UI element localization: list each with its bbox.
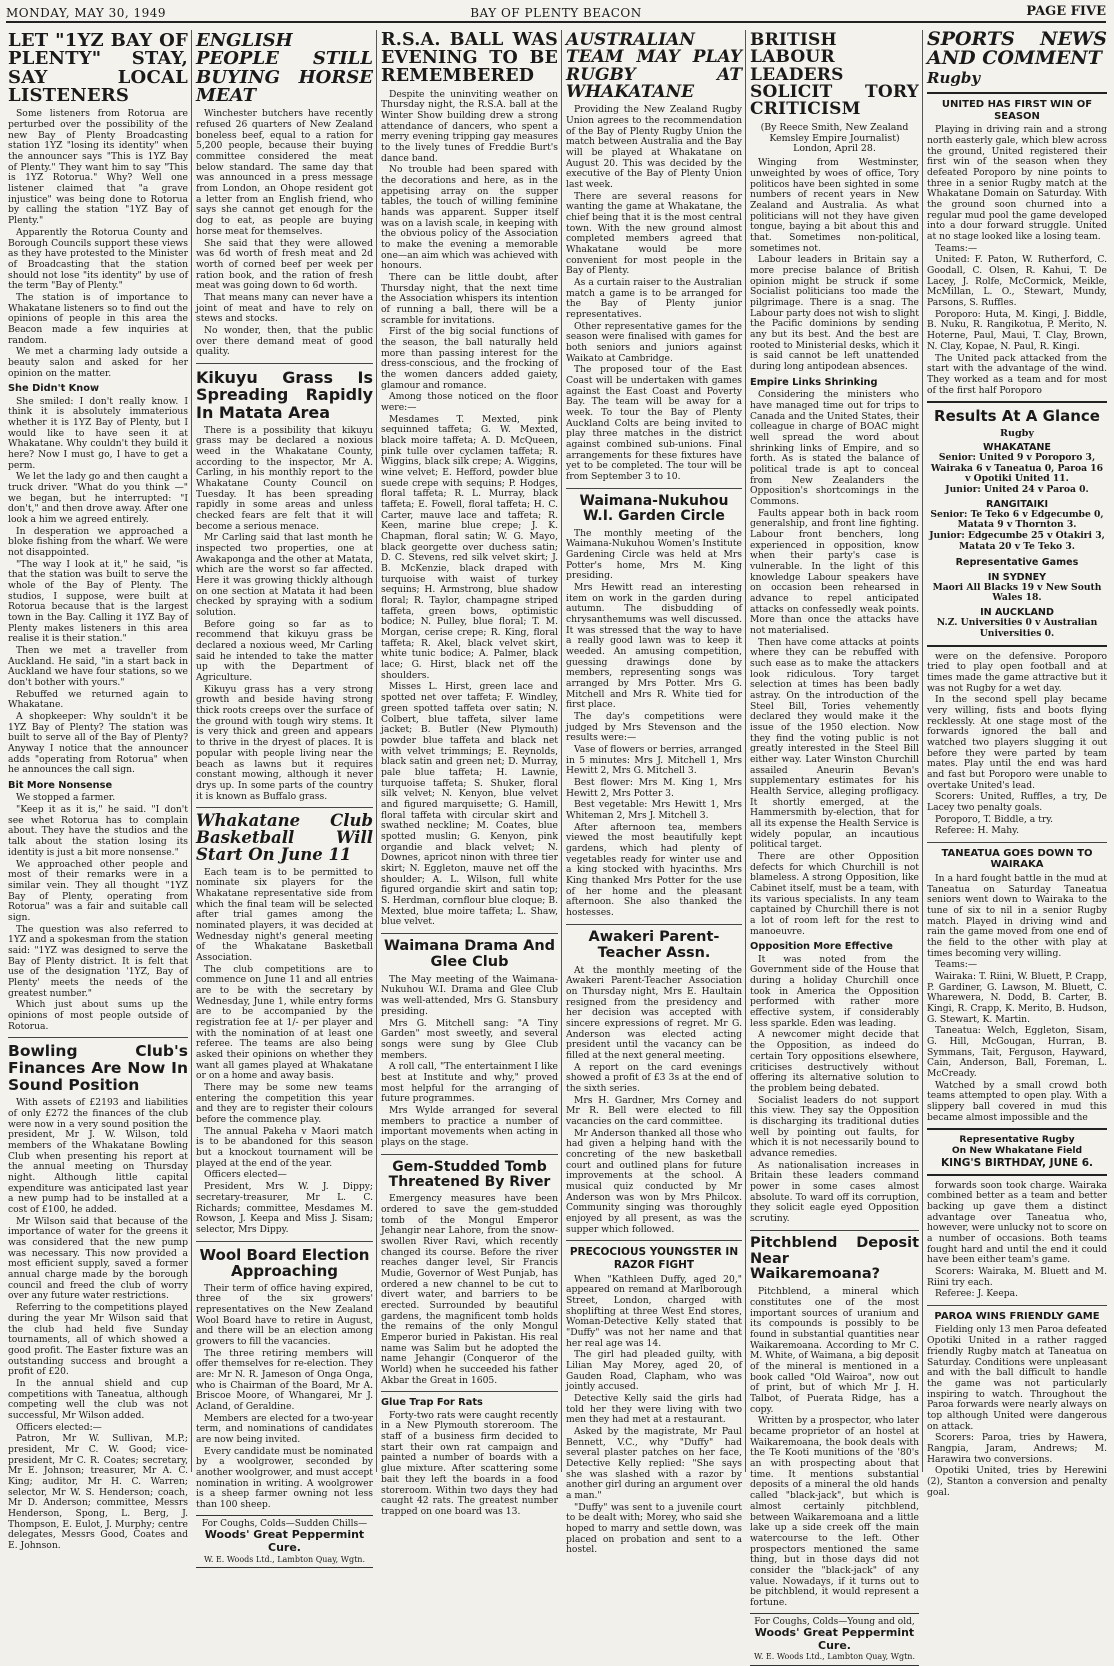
byline-line: London, April 28.	[793, 143, 876, 155]
paragraph: Scorers: Wairaka, M. Bluett and M. Riini try each.	[927, 1265, 1107, 1288]
paragraph: Members are elected for a two-year term, and nominations of candidates are now being invited.	[196, 1412, 373, 1445]
advertisement	[750, 1613, 919, 1666]
results-section: WHAKATANE	[983, 441, 1051, 453]
byline	[750, 123, 919, 156]
article-garden-circle-body	[566, 529, 742, 919]
ad-line: For Coughs, Colds—Sudden Chills—	[201, 1518, 368, 1529]
headline-taneatua: TANEATUA GOES DOWN TO WAIRAKA	[941, 847, 1093, 871]
paragraph: The station is of importance to Whakatane listeners so to find out the opinions of people in this area the Beacon made a few inquiries at random.	[8, 291, 188, 346]
results-section: IN SYDNEY	[987, 571, 1047, 583]
paragraph: In desperation we approached a bloke fishing from the wharf. We were not disappointed.	[8, 525, 188, 558]
page-number: PAGE FIVE	[1026, 4, 1106, 19]
paragraph: Scorers: United, Ruffles, a try, De Lacey two penalty goals.	[927, 791, 1107, 813]
results-section: RANGITAIKI	[985, 498, 1049, 510]
divider	[750, 1230, 919, 1231]
paragraph: The three retiring members will offer themselves for re-election. They are: Mr N. R. Jameson of Onga Onga, who is Chairman of the Board, Mr A. Briscoe Moore, of Whangarei, Mr J. Acland, of Geraldine.	[196, 1347, 373, 1412]
subheading: Empire Links Shrinking	[750, 376, 878, 388]
article-australian-team-body	[566, 105, 742, 483]
headline-wool-board: Wool Board Election Approaching	[199, 1245, 370, 1281]
result-line: N.Z. Universities 0 v Australian Universities 0.	[936, 617, 1098, 639]
paragraph: As nationalisation increases in Britain these leaders command power in some cases almost absolute. To ward off its corruption, they solicit eagle eyed Opposition scrutiny.	[750, 1159, 919, 1224]
article-paroa-body	[927, 1325, 1107, 1498]
headline-1yz: LET "1YZ BAY OF PLENTY" STAY, SAY LOCAL LISTENERS	[8, 30, 188, 107]
paragraph: "Duffy" was sent to a juvenile court to be dealt with; Morey, who said she hoped to marry and settle down, was placed on probation and sent to a hostel.	[566, 1501, 742, 1556]
section-heading-sports: SPORTS NEWS AND COMMENT	[927, 28, 1107, 69]
column-3	[381, 30, 558, 1517]
paragraph: At the monthly meeting of the Awakeri Parent-Teacher Association on Thursday night, Mrs E. Haultain resigned from the presidency and her decision was accepted with sincere expressions of regret. Mr G. Anderson was elected acting president until the vacancy can be filled at the next general meeting.	[566, 964, 742, 1062]
paper-title: BAY OF PLENTY BEACON	[470, 6, 642, 20]
subheading: Glue Trap For Rats	[381, 1397, 483, 1409]
headline-horse-meat: ENGLISH PEOPLE STILL BUYING HORSE MEAT	[196, 30, 373, 107]
result-line: Senior: Te Teko 6 v Edgecumbe 0, Matata 9 v Thornton 3.	[930, 508, 1104, 531]
paragraph: Mrs H. Gardner, Mrs Corney and Mr R. Bell were elected to fill vacancies on the card committee.	[566, 1094, 742, 1128]
paragraph: Each team is to be permitted to nominate six players for the Whakatane representative side from which the final team will be selected after trial games among the nominated players, it was decided at Wednesday night's general meeting of the Whakatane Basketball Association.	[196, 866, 373, 964]
article-razor-fight-body	[566, 1275, 742, 1556]
paragraph: Officers elected:—	[16, 1421, 102, 1433]
article-1yz-body-3	[8, 793, 188, 1032]
headline-australian-team: AUSTRALIAN TEAM MAY PLAY RUGBY AT WHAKATANE	[566, 30, 742, 102]
paragraph: The monthly meeting of the Waimana-Nukuhou Women's Institute Gardening Circle was held at Mrs Potter's home, Mrs M. King presiding.	[566, 527, 742, 582]
results-lines	[927, 453, 1107, 496]
paragraph: With assets of £2193 and liabilities of only £272 the finances of the club were now in a very sound position the president, Mr J. W. Wilson, told members of the Whakatane Bowling Club when presenting his report at the annual meeting on Thursday night. Although little capital expenditure was anticipated last year a new pump had to be installed at a cost of £100, he added.	[8, 1097, 188, 1216]
paragraph: The proposed tour of the East Coast will be undertaken with games against the East Coast and Poverty Bay. The team will be away for a week. To tour the Bay of Plenty Auckland Colts are being invited to play three matches in the district against combined sub-unions. Final arrangements for these fixtures have yet to be completed. The tour will be from September 3 to 10.	[566, 364, 742, 483]
headline-paroa: PAROA WINS FRIENDLY GAME	[934, 1310, 1100, 1322]
divider	[927, 645, 1107, 647]
headline-rsa-ball: R.S.A. BALL WAS EVENING TO BE REMEMBERED	[381, 30, 558, 86]
subheading: Bit More Nonsense	[8, 780, 113, 792]
column-1	[8, 30, 188, 1551]
column-4	[566, 30, 742, 1556]
divider	[566, 488, 742, 489]
divider	[381, 933, 558, 934]
paragraph: The United pack attacked from the start with the advantage of the wind. They worked as a team and for most of the first half Poroporo	[927, 352, 1107, 396]
paragraph: President, Mrs W. J. Dippy; secretary-treasurer, Mr L. C. Richards; committee, Mesdames M. Rowson, J. Keepa and Miss J. Sisam; selector, Mrs Dippy.	[196, 1181, 373, 1235]
paragraph: were on the defensive. Poroporo tried to play open football and at times made the game attractive but it was not Rugby for a wet day.	[927, 650, 1107, 694]
paragraph: Mesdames T. Mexted, pink sequinned taffeta; G. W. Mexted, black moire taffeta; A. D. McQueen, pink tulle over cyclamen taffeta; R. Wiggins, black silk crepe; A. Wiggins, wine velvet; E. Hefford, powder blue suede crepe with sequins; P. Hodges, floral taffeta; R. L. Murray, black taffeta; E. Fowell, floral taffeta; H. C. Carter, mauve lace and taffeta; R. Keen, marine blue crepe; J. K. Chapman, floral satin; W. G. Mayo, black georgette over duchess satin; D. C. Stevens, red silk velvet skirt; J. B. McKenzie, black draped with turquoise with waist of turkey sequins; H. Armstrong, blue shadow floral; R. Taylor, champagne striped taffeta, green bows, optimistic bodice; N. Pulley, blue floral; T. M. Morgan, cerise crepe; R. King, floral taffeta; R. Akel, black velvet skirt, white tunic bodice; A. Palmer, black lace; G. Hirst, black net off the shoulders.	[381, 413, 558, 681]
paragraph: Considering the ministers who have managed time out for trips to Canada and the United States, their colleague in charge of BOAC might well spread the word about shrinking links of Empire, and so forth. As is stated the balance of political trade is apt to conceal from New Zealanders the Opposition's shortcomings in the Commons.	[750, 389, 919, 507]
paragraph: Vase of flowers or berries, arranged in 5 minutes: Mrs J. Mitchell 1, Mrs Hewitt 2, Mrs G. Mitchell 3.	[566, 744, 742, 777]
article-glue-trap-body	[381, 1411, 558, 1518]
masthead	[6, 3, 1106, 23]
divider	[927, 1305, 1107, 1306]
paragraph: In the annual shield and cup competitions with Taneatua, although competing well the club was not successful, Mr Wilson added.	[8, 1377, 188, 1421]
paragraph: Referee: H. Mahy.	[935, 825, 1020, 837]
paragraph: Taneatua: Welch, Eggleton, Sisam, G. Hill, McGougan, Hurran, B. Symmans, Tait, Ferguson, Hayward, Cain, Anderson, Ball, Foreman, L. McCready.	[927, 1025, 1107, 1080]
article-tomb-body	[381, 1194, 558, 1386]
paragraph: Mr Carling said that last month he inspected two properties, one at Awakaponga and the other at Matata, which are the worst so far affected. Here it was growing thickly although on one section at Matata it had been checked by spraying with a sodium solution.	[196, 532, 373, 619]
column-rule	[376, 30, 377, 1472]
paragraph: A roll call, "The entertainment I like best at Institute and why," proved most helpful for the arranging of future programmes.	[381, 1061, 558, 1105]
notice-line: On New Whakatane Field	[951, 1144, 1083, 1156]
notice-line: Representative Rugby	[959, 1134, 1075, 1146]
ad-product: Woods' Great Peppermint Cure.	[204, 1528, 365, 1554]
paragraph: Detective Kelly said the girls had told her they were living with two men they had met at a restaurant.	[566, 1392, 742, 1426]
paragraph: Best vegetable: Mrs Hewitt 1, Mrs Whiteman 2, Mrs J. Mitchell 3.	[566, 799, 742, 822]
advertisement	[196, 1515, 373, 1568]
result-line: Junior: Edgecumbe 25 v Otakiri 3, Matata 20 v Te Teko 3.	[929, 530, 1105, 552]
paragraph: Patron, Mr W. Sullivan, M.P.; president, Mr C. W. Good; vice-president, Mr C. R. Coates; secretary, Mr E. Johnson; treasurer, Mr A. C. King; auditor, Mr H. C. Warren; selector, Mr W. S. Henderson; coach, Mr D. Anderson; committee, Messrs Henderson, Spong, L. Berg, J. Thompson, E. Eulot, J. Murphy; centre delegates, Messrs Good, Coates and E. Johnson.	[8, 1433, 188, 1551]
paragraph: We met a charming lady outside a beauty salon and asked for her opinion on the matter.	[8, 346, 188, 379]
paragraph: Mr Wilson said that because of the importance of water for the greens it was considered that the new pump was necessary. This now provided a most efficient supply, saved a former annual charge made by the borough council and freed the club of worry over any future water restrictions.	[8, 1215, 188, 1302]
paragraph: Then we met a traveller from Auckland. He said, "in a start back in Auckland we have four stations, so we don't bother with yours."	[8, 645, 188, 689]
paragraph: Mrs Wylde arranged for several members to practice a number of important movements when acting in plays on the stage.	[381, 1104, 558, 1148]
paragraph: Faults appear both in back room generalship, and front line fighting. Labour front benchers, long experienced in opposition, know when their party's case is vulnerable. In the light of this knowledge Labour speakers have on occasion been rehearsed in advance to repel anticipated attacks on confessedly weak points. More than once the attacks have not materialised.	[750, 507, 919, 636]
subheading: She Didn't Know	[8, 383, 100, 395]
paragraph: It was noted from the Government side of the House that during a holiday Churchill once took in America the Opposition performed with rather more effective system, if considerably less sparkle. Eden was leading.	[750, 953, 919, 1029]
paragraph: Apparently the Rotorua County and Borough Councils support these views as they have protested to the Minister of Broadcasting that the station should not lose "its identity" by use of the term "Bay of Plenty."	[8, 226, 188, 292]
article-horse-meat-body	[196, 109, 373, 357]
byline-line: (By Reece Smith, New Zealand	[760, 121, 909, 133]
paragraph: Fielding only 13 men Paroa defeated Opotiki United in a rather ragged friendly Rugby match at Taneatua on Saturday. Conditions were unpleasant and with the ball difficult to handle the game was not particularly inspiring to watch. Throughout the Paroa forwards were nearly always on top although United were dangerous on attack.	[927, 1324, 1107, 1432]
paragraph: Teams:—	[935, 242, 978, 254]
paragraph: The annual Pakeha v Maori match is to be abandoned for this season but a knockout tournament will be played at the end of the year.	[196, 1125, 373, 1169]
paragraph: Scorers: Paroa, tries by Hawera, Rangpia, Jaram, Andrews; M. Harawira two conversions.	[927, 1432, 1107, 1465]
paragraph: Officers elected—	[204, 1169, 287, 1181]
divider	[927, 401, 1107, 403]
results-sport: Rugby	[1000, 427, 1034, 439]
paragraph: Referee: J. Keepa.	[935, 1288, 1019, 1300]
result-line: Maori All Blacks 19 v New South Wales 18.	[932, 581, 1102, 604]
paragraph: Watched by a small crowd both teams attempted to open play. With a slippery ball covered in mud this became almost impossible and the	[927, 1079, 1107, 1123]
paragraph: The day's competitions were judged by Mrs Stevenson and the results were:—	[566, 711, 742, 744]
column-rule	[745, 30, 746, 1472]
result-line: Junior: United 24 v Paroa 0.	[945, 483, 1089, 495]
divider	[196, 1241, 373, 1242]
headline-pitchblend: Pitchblend Deposit Near Waikaremoana?	[750, 1234, 919, 1283]
article-1yz-body	[8, 109, 188, 379]
paragraph: First of the big social functions of the season, the ball naturally held more than passing interest for the dress-conscious, and the frocking of the women dancers added gaiety, glamour and romance.	[381, 326, 558, 391]
paragraph: Poroporo, T. Biddle, a try.	[935, 813, 1054, 825]
article-taneatua-body-2	[927, 1181, 1107, 1300]
paragraph: The question was also referred to 1YZ and a spokesman from the station said: "1YZ was designed to serve the Bay of Plenty district. It is felt that use of the designation '1YZ, Bay of Plenty' meets the needs of the greatest number."	[8, 923, 188, 999]
article-united-win-body	[927, 125, 1107, 396]
paragraph: Written by a prospector, who later became proprietor of an hostel at Waikaremoana, the book deals with the Te Kooti munitions of the '80's an with prospecting about that time. It mentions substantial deposits of a mineral the old hands called "black-jack", but which is almost certainly pitchblend, between Waikaremoana and a little lake up a side creek off the main watercourse to the left. Other prospectors mentioned the same thing, but in those days did not consider the "black-jack" of any value. Nowadays, if it turns out to be pitchblend, it would represent a fortune.	[750, 1415, 919, 1608]
paragraph: Winchester butchers have recently refused 26 quarters of New Zealand boneless beef, equal to a ration for 5,200 people, because their buying committee considered the meat below standard. The same day that was announced in a press message from London, an Ohope resident got a letter from an English friend, who says she cannot get enough for the dog to eat, as people are buying horse meat for themselves.	[196, 108, 373, 237]
results-lines	[927, 618, 1107, 639]
paragraph: Forty-two rats were caught recently in a New Plymouth storeroom. The staff of a business firm decided to start their own rat campaign and painted a number of boards with a glue mixture. After scattering some bait they left the boards in a food storeroom. Within two days they had caught 42 rats. The greatest number trapped on one board was 13.	[381, 1409, 558, 1517]
column-rule	[561, 30, 562, 1472]
paragraph: Then have come attacks at points where they can be rebuffed with such ease as to make the attackers look ridiculous. Tory target selection at times has been badly astray. On the introduction of the Steel Bill, Tories vehemently declared they would make it the issue of the 1950 election. Now they find the voting public is not greatly interested in the Steel Bill either way. Later Winston Churchill assailed Aneurin Bevan's supplementary estimates for his Health Service, alleging profligacy. It shortly emerged, at the Hammersmith by-election, that for all its expense the Health Service is widely popular, an incautious political target.	[750, 636, 919, 851]
divider	[927, 1174, 1107, 1176]
ad-product: Woods' Great Peppermint Cure.	[754, 1625, 915, 1652]
divider	[196, 807, 373, 808]
paragraph: Mrs Hewitt read an interesting item on work in the garden during autumn. The disbudding of chrysanthemums was well discussed. It was stressed that the way to have a really good lawn was to keep it weeded. An amusing competition, guessing drawings done by members, representing songs was arranged by Mrs Potter. Mrs G. Mitchell and Mrs R. White tied for first place.	[566, 581, 742, 711]
paragraph: A report on the card evenings showed a profit of £3 3s at the end of the sixth series.	[566, 1061, 742, 1095]
divider	[927, 842, 1107, 843]
divider	[566, 924, 742, 925]
paragraph: No trouble had been spared with the decorations and here, as in the appetising array on the supper tables, the touch of willing feminine hands was apparent. Supper itself was on a lavish scale, in keeping with the obvious policy of the Association to make the evening a memorable one—an aim which was achieved with honours.	[381, 164, 558, 272]
divider	[927, 92, 1107, 94]
paragraph: "The way I look at it," he said, "is that the station was built to serve the whole of the Bay of Plenty. The studios, I suppose, were built at Rotorua because that is the largest town in the Bay. Calling it 1YZ Bay of Plenty makes listeners in this area realise it is their station."	[8, 558, 188, 645]
article-1yz-body-2	[8, 397, 188, 777]
paragraph: Among those noticed on the floor were:—	[381, 391, 558, 414]
article-pitchblend-body	[750, 1287, 919, 1608]
paragraph: The girl had pleaded guilty, with Lilian May Morey, aged 20, of Gauden Road, Clapham, who was jointly accused.	[566, 1349, 742, 1393]
headline-bowling: Bowling Club's Finances Are Now In Sound Position	[8, 1042, 188, 1095]
divider	[381, 1391, 558, 1392]
ad-address: W. E. Woods Ltd., Lambton Quay, Wgtn.	[204, 1554, 365, 1564]
paragraph: A shopkeeper: Why souldn't it be 1YZ Bay of Plenty? The station was built to serve all of the Bay of Plenty? Anyway I notice that the announcer adds "operating from Rotorua" when he announces the call sign.	[8, 711, 188, 776]
paragraph: When "Kathleen Duffy, aged 20," appeared on remand at Marlborough Street, London, charged with shoplifting at three West End stores, Woman-Detective Kelly stated that "Duffy" was not her name and that her real age was 14.	[566, 1273, 742, 1349]
paragraph: There is a possibility that kikuyu grass may be declared a noxious weed in the Whakatane County, according to the inspector, Mr A. Carling, in his monthly report to the Whakatane County Council on Tuesday. It has been spreading rapidly in some areas and unless checked fears are felt that it will become a serious menace.	[196, 424, 373, 532]
article-british-labour-body-3	[750, 955, 919, 1225]
article-bowling-body	[8, 1098, 188, 1551]
results-lines	[927, 583, 1107, 604]
paragraph: Pitchblend, a mineral which constitutes one of the most important sources of uranium and its compounds is possibly to be found in substantial quantities near Waikaremoana. According to Mr C. M. White, of Waimana, a big deposit of the mineral is mentioned in a book called "Old Wairoa", now out of print, but of which Mr J. H. Talbot, of Puerata Ridge, has a copy.	[750, 1286, 919, 1415]
subheading: Opposition More Effective	[750, 941, 893, 953]
headline-tomb: Gem-Studded Tomb Threatened By River	[388, 1158, 551, 1190]
headline-basketball: Whakatane Club Basketball Will Start On June 11	[196, 811, 373, 864]
column-6	[927, 28, 1107, 1498]
paragraph: Their term of office having expired, three of the six growers' representatives on the New Zealand Wool Board have to retire in August, and there will be an election among growers to fill the vacancies.	[196, 1282, 373, 1347]
article-rsa-ball-body	[381, 90, 558, 928]
paragraph: Wairaka: T. Riini, W. Bluett, P. Crapp, P. Gardiner, G. Lawson, M. Bluett, C. Wharewera, N. Dodd, B. Carter, B. Kingi, R. Crapp, K. Merito, B. Hudson, G. Stewart, K. Martin.	[927, 970, 1107, 1025]
paragraph: Playing in driving rain and a strong north easterly gale, which blew across the ground, United registered their first win of the season when they defeated Poroporo by nine points to three in a senior Rugby match at the Whakatane Domain on Saturday. With the ground soon churned into a regular mud pool the game developed into a dour forward struggle. United at no stage looked like a losing team.	[927, 124, 1107, 243]
notice-line: KING'S BIRTHDAY, JUNE 6.	[940, 1156, 1094, 1169]
paragraph: Mrs G. Mitchell sang: "A Tiny Garden" most sweetly, and several songs were sung by Glee Club members.	[381, 1017, 558, 1061]
results-lines	[927, 510, 1107, 553]
paragraph: Labour leaders in Britain say a more precise balance of British opinion might be struck if some Socialist politicians too made the pilgrimage. There is a snag. The Labour party does not wish to slight the Pacific dominions by sending any but its best. And the best are rooted to Ministerial desks, which it is said cannot be left unattended during long antipodean absences.	[750, 254, 919, 373]
paragraph: There may be some new teams entering the competition this year and they are to register their colours before the commence play.	[196, 1082, 373, 1126]
divider	[8, 1037, 188, 1038]
paragraph: There are other Opposition defects for which Churchill is not blameless. A strong Opposition, like Cabinet itself, must be a team, with its various specialists. In any team captained by Churchill there is not a lot of room left for the rest to manoeuvre.	[750, 851, 919, 937]
paragraph: After afternoon tea, members viewed the most beautifully kept gardens, which had plenty of vegetables ready for winter use and a king stocked with hyacinths. Mrs King thanked Mrs Potter for the use of her home and the pleasant afternoon. She also thanked the hostesses.	[566, 821, 742, 919]
paragraph: In a hard fought battle in the mud at Taneatua on Saturday Taneatua seniors went down to Wairaka to the tune of six to nil in a senior Rugby match. Played in driving wind and rain the game moved from one end of the field to the other with play at times becoming very willing.	[927, 872, 1107, 959]
results-section: IN AUCKLAND	[980, 607, 1054, 619]
paragraph: As a curtain raiser to the Australian match a game is to be arranged for the Bay of Plenty junior representatives.	[566, 277, 742, 321]
headline-waimana-drama: Waimana Drama And Glee Club	[383, 937, 556, 970]
article-wool-board-body	[196, 1284, 373, 1511]
column-rule	[922, 30, 923, 1472]
article-kikuyu-body	[196, 426, 373, 803]
article-awakeri-body	[566, 966, 742, 1236]
divider	[566, 1240, 742, 1241]
paragraph: Despite the uninviting weather on Thursday night, the R.S.A. ball at the Winter Show building drew a strong attendance of dancers, who spent a merry evening tripping gay measures to the lively tunes of Freddie Burt's dance band.	[381, 88, 558, 164]
paragraph: Mr Anderson thanked all those who had given a helping hand with the concreting of the new basketball court and outlined plans for future improvements at the school. A musical quiz conducted by Mr Anderson was won by Mrs Philcox. Community singing was thoroughly enjoyed by all present, as was the supper which followed.	[566, 1127, 742, 1235]
divider	[196, 363, 373, 364]
headline-razor-fight: PRECOCIOUS YOUNGSTER IN RAZOR FIGHT	[569, 1246, 739, 1271]
paragraph: Before going so far as to recommend that kikuyu grass be declared a noxious weed, Mr Carling said he intended to take the matter up with the Department of Agriculture.	[196, 618, 373, 684]
byline-line: Kemsley Empire Journalist)	[769, 132, 900, 144]
paragraph: Poroporo: Huta, M. Kingi, J. Biddle, B. Nuku, R. Rangikotua, P. Merito, N. Hoterne, Paul, Maui, T. Clay, Brown, N. Clay, Kopae, N. Paul, R. Kingi.	[927, 308, 1107, 352]
article-basketball-body	[196, 868, 373, 1236]
divider	[381, 1154, 558, 1155]
paragraph: Some listeners from Rotorua are perturbed over the possibility of the new Bay of Plenty Broadcasting station 1YZ "losing its identity" when the announcer says "This is 1YZ Bay of Plenty." They want him to say "This is 1YZ Rotorua." Why? Well one listener claimed that "a grave injustice" was being done to Rotorua by calling the station "1YZ Bay of Plenty."	[8, 108, 188, 227]
paragraph: Which just about sums up the opinions of most people outside of Rotorua.	[8, 999, 188, 1032]
paragraph: Providing the New Zealand Rugby Union agrees to the recommendation of the Bay of Plenty Rugby Union the match between Australia and the Bay will be played at Whakatane on August 20. This was decided by the executive of the Bay of Plenty Union last week.	[566, 104, 742, 191]
column-5	[750, 30, 919, 1662]
paragraph: Socialist leaders do not support this view. They say the Opposition is discharging its traditional duties well by pointing out faults, for which it is not necessarily bound to advance remedies.	[750, 1094, 919, 1159]
ad-address: W. E. Woods Ltd., Lambton Quay, Wgtn.	[754, 1652, 915, 1662]
paragraph: She said that they were allowed was 6d worth of fresh meat and 2d worth of corned beef per week per ration book, and the ration of fresh meat was going down to 6d worth.	[196, 237, 373, 292]
paragraph: Misses L. Hirst, green lace and spotted net over taffeta; F. Windley, green spotted taffeta over satin; N. Colbert, blue taffeta, silver lame jacket; B. Butler (New Plymouth) powder blue taffeta and black net with velvet trimmings; E. Reynolds, black satin and green net; D. Murray, pale blue taffeta; H. Lawnie, turquoise taffeta; S. Shuker, floral silk velvet; N. Kenyon, blue velvet and figured marquisette; G. Hamill, floral taffeta with circular skirt and swathed neckline; M. Coates, blue spotted muslin; G. Kenyon, pink organdie and black velvet; N. Downes, apricot ninon with three tier skirt; N. Eggleton, mauve net off the shoulder; A. L. Wilson, full white figured organdie skirt and satin top; S. Herdman, cornflour blue cloque; B. Mexted, blue moire taffeta; L. Shaw, blue velvet.	[381, 681, 558, 928]
ad-line: For Coughs, Colds—Young and old,	[754, 1616, 915, 1627]
headline-british-labour: BRITISH LABOUR LEADERS SOLICIT TORY CRITICISM	[750, 30, 919, 120]
headline-awakeri: Awakeri Parent-Teacher Assn.	[588, 928, 720, 961]
paragraph: That means many can never have a joint of meat and have to rely on stews and stocks.	[196, 291, 373, 325]
article-waimana-drama-body	[381, 975, 558, 1149]
article-british-labour-body-2	[750, 390, 919, 937]
paragraph: A newcomer might decide that the Opposition, as indeed do certain Tory oppositions elsewhere, criticises destructively without offering its alternative solution to the problem being debated.	[750, 1029, 919, 1094]
headline-kikuyu: Kikuyu Grass Is Spreading Rapidly In Matata Area	[196, 367, 373, 423]
paragraph: Asked by the magistrate, Mr Paul Bennett, V.C., why "Duffy" had several plaster patches on her face, Detective Kelly replied: "She says she was slashed with a razor by another girl during an argument over a man."	[566, 1426, 742, 1502]
paragraph: Winging from Westminster, unweighted by woes of office, Tory politicos have been sighted in some numbers of recent years in New Zealand and Australia. As what politicians will not they have given tongue, baying a bit about this and that. Sometimes non-political, sometimes not.	[750, 157, 919, 254]
column-rule	[191, 30, 192, 1472]
paragraph: "Keep it as it is," he said. "I don't see whet Rotorua has to complain about. They have the studios and the talk about the station losing its identity is just a bit more nonsense."	[8, 804, 188, 858]
paragraph: There can be little doubt, after Thursday night, that the next time the Association whispers its intention of running a ball, there will be a scramble for invitations.	[381, 271, 558, 326]
result-line: Senior: United 9 v Poroporo 3, Wairaka 6 v Taneatua 0, Paroa 16 v Opotiki United 11.	[930, 451, 1104, 485]
paragraph: There are several reasons for wanting the game at Whakatane, the chief being that it is the most central town. With the new ground almost completed members agreed that Whakatane would be more convenient for most people in the Bay of Plenty.	[566, 190, 742, 277]
section-subheading-rugby: Rugby	[927, 69, 981, 87]
paragraph: Other representative games for the season were finalised with games for both seniors and juniors against Waikato at Cambridge.	[566, 320, 742, 364]
issue-date: MONDAY, MAY 30, 1949	[6, 6, 167, 20]
paragraph: We let the lady go and then caught a truck driver. "What do you think —" we began, but he interrupted: "I don't," and then drove away. After one look a him we agreed entirely.	[8, 471, 188, 525]
results-title: Results At A Glance	[934, 407, 1100, 426]
article-united-win-body-2	[927, 652, 1107, 837]
results-section: Representative Games	[955, 557, 1079, 569]
column-2	[196, 30, 373, 1564]
paragraph: No wonder, then, that the public over there demand meat of good quality.	[196, 324, 373, 358]
paragraph: Rebuffed we returned again to Whakatane.	[8, 688, 188, 711]
paragraph: Teams:—	[935, 959, 978, 971]
divider	[927, 1128, 1107, 1130]
paragraph: We stopped a farmer.	[16, 792, 116, 804]
headline-garden-circle: Waimana-Nukuhou W.I. Garden Circle	[579, 492, 729, 525]
paragraph: Referring to the competitions played during the year Mr Wilson said that the club had held five Sunday tournaments, all of which showed a good profit. The Easter fixture was an outstanding success and brought a profit of £20.	[8, 1302, 188, 1378]
paragraph: The club competitions are to commence on June 11 and all entries are to be with the secretary by Wednesday, June 1, while entry forms are to be accompanied by the registration fee at 1/- per player and with the nomination of at least one referee. The teams are also being asked their opinions on whether they want all games played at Whakatane or on a home and away basis.	[196, 963, 373, 1082]
article-british-labour-body	[750, 158, 919, 372]
article-taneatua-body	[927, 874, 1107, 1123]
paragraph: She smiled: I don't really know. I think it is absolutely immaterious whether it is 1YZ Bay of Plenty, but I would like to have seen it at Whakatane. Why couldn't they build it here? Now I must go, I have to get a perm.	[8, 395, 188, 471]
paragraph: Every candidate must be nominated by a woolgrower, seconded by another woolgrower, and must accept nomination in writing. A woolgrower is a sheep farmer owning not less than 100 sheep.	[196, 1445, 373, 1510]
notice-representative-rugby	[927, 1135, 1107, 1168]
paragraph: forwards soon took charge. Wairaka combined better as a team and better backing up gave them a distinct advantage over Taneatua who, however, were unlucky not to score on a number of occasions. Both teams fought hard and until the end it could have been either team's game.	[927, 1179, 1107, 1266]
paragraph: We approached other people and most of their remarks were in a similar vein. They all thought "1YZ Bay of Plenty, operating from Rotorua" was a fair and suitable call sign.	[8, 858, 188, 923]
paragraph: Emergency measures have been ordered to save the gem-studded tomb of the Mongul Emperor Jehangir near Lahore, from the snow-swollen River Ravi, which recently changed its course. Before the river reaches danger level, Sir Francis Mudie, Governor of West Punjab, has ordered a new channel to be cut to divert water, and barriers to be erected. Surrounded by beautiful gardens, the magnificent tomb holds the remains of the only Mongul Emperor buried in Pakistan. His real name was Salim but he adopted the name Jehangir (Conqueror of the World) when he succeeded his father Akbar the Great in 1605.	[381, 1193, 558, 1386]
paragraph: Best flower: Mrs M. King 1, Mrs Hewitt 2, Mrs Potter 3.	[566, 777, 742, 799]
paragraph: Opotiki United, tries by Herewini (2), Stanton a conversion and penalty goal.	[927, 1465, 1107, 1498]
results-box	[927, 408, 1107, 639]
headline-united-win: UNITED HAS FIRST WIN OF SEASON	[941, 99, 1093, 122]
paragraph: The May meeting of the Waimana-Nukuhou W.I. Drama and Glee Club was well-attended, Mrs G. Stansbury presiding.	[381, 973, 558, 1017]
paragraph: Kikuyu grass has a very strong growth and beside having strong thick roots creeps over the surface of the ground with tough wiry stems. It is very thick and green and appears to thrive in the dryest of places. It is popular with people living near the beach as lawns but it requires constant mowing, although it never drys up. In some parts of the country it is known as Buffalo grass.	[196, 683, 373, 802]
paragraph: United: F. Paton, W. Rutherford, C. Goodall, C. Olsen, R. Kahui, T. De Lacey, J. Rolfe, McCormick, Meikle, McMillan, L. O., Stewart, Mundy, Parsons, S. Ruffles.	[927, 254, 1107, 309]
paragraph: In the second spell play became very willing, fists and boots flying recklessly. At one stage most of the forwards ignored the ball and watched two players slugging it out before they were parted by team mates. Play until the end was hard and fast but Poroporo were unable to overtake United's lead.	[927, 694, 1107, 791]
